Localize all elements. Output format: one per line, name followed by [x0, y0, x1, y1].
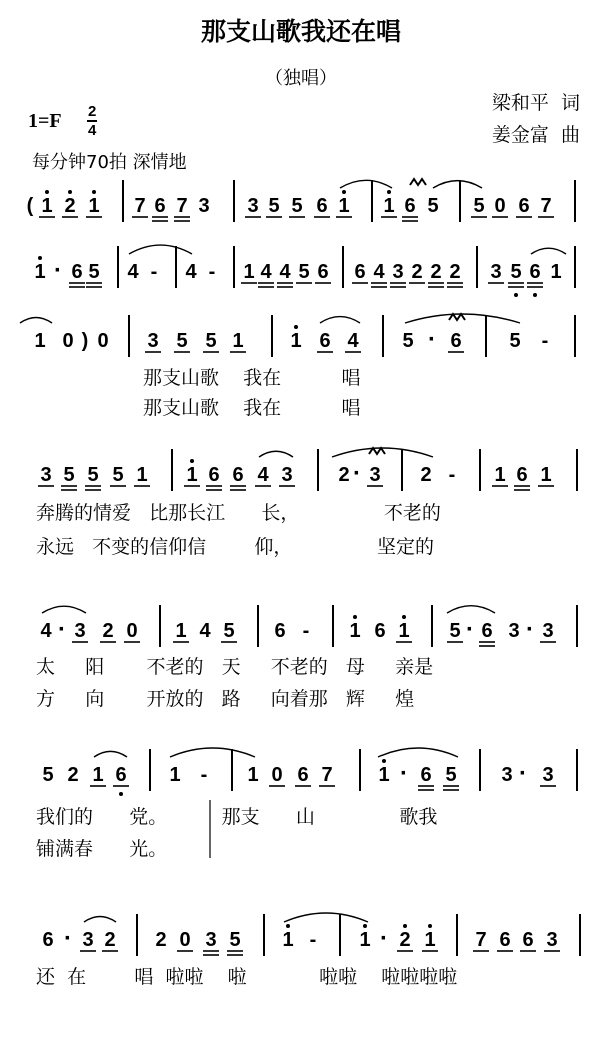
- ornament-mark: [410, 179, 426, 185]
- note-symbol: 1: [494, 464, 506, 486]
- note-symbol: 3: [508, 620, 520, 642]
- note-symbol: 6: [274, 620, 286, 642]
- slur-arc: [20, 317, 52, 323]
- note-symbol: 5: [42, 764, 54, 786]
- note-symbol: 5: [176, 330, 188, 352]
- note-symbol: 5: [88, 261, 100, 283]
- note-symbol: 6: [71, 261, 83, 283]
- performance-type: （独唱）: [265, 68, 337, 89]
- note-symbol: 6: [522, 929, 534, 951]
- slur-arc: [320, 317, 360, 323]
- note-symbol: 1: [41, 195, 53, 217]
- note-symbol: ·: [400, 760, 408, 787]
- note-symbol: 7: [134, 195, 146, 217]
- lyric-line: 那支山歌 我在 唱: [143, 367, 361, 389]
- note-symbol: -: [302, 620, 310, 642]
- note-symbol: 1: [247, 764, 259, 786]
- note-symbol: 0: [126, 620, 138, 642]
- note-symbol: 5: [205, 330, 217, 352]
- note-symbol: 3: [147, 330, 159, 352]
- note-symbol: 1: [338, 195, 350, 217]
- note-symbol: 7: [176, 195, 188, 217]
- note-symbol: 4: [257, 464, 269, 486]
- note-symbol: 7: [321, 764, 333, 786]
- slur-arc: [94, 751, 127, 757]
- note-symbol: ·: [58, 616, 66, 643]
- note-symbol: 1: [232, 330, 244, 352]
- note-symbol: 2: [399, 929, 411, 951]
- note-symbol: 3: [281, 464, 293, 486]
- note-symbol: 6: [154, 195, 166, 217]
- lyric-line: 奔腾的情爱 比那长江 长， 不老的: [36, 502, 441, 524]
- note-symbol: 0: [97, 330, 109, 352]
- octave-dot-above: [387, 190, 391, 194]
- note-symbol: 5: [449, 620, 461, 642]
- octave-dot-above: [68, 190, 72, 194]
- note-symbol: 5: [291, 195, 303, 217]
- note-symbol: 0: [62, 330, 74, 352]
- note-symbol: ·: [380, 925, 388, 952]
- note-symbol: 6: [499, 929, 511, 951]
- ornament-mark: [449, 314, 465, 320]
- note-symbol: 3: [247, 195, 259, 217]
- lyricist-credit: 梁和平 词: [491, 92, 580, 114]
- note-symbol: 1: [383, 195, 395, 217]
- note-symbol: 5: [427, 195, 439, 217]
- note-symbol: -: [200, 764, 208, 786]
- note-symbol: 6: [319, 330, 331, 352]
- note-symbol: 3: [542, 620, 554, 642]
- note-symbol: 5: [268, 195, 280, 217]
- note-symbol: 1: [88, 195, 100, 217]
- slur-arc: [129, 245, 192, 254]
- note-symbol: 5: [402, 330, 414, 352]
- octave-dot-above: [382, 759, 386, 763]
- octave-dot-above: [342, 190, 346, 194]
- note-symbol: 5: [112, 464, 124, 486]
- octave-dot-above: [38, 256, 42, 260]
- note-symbol: 1: [92, 764, 104, 786]
- note-symbol: 1: [540, 464, 552, 486]
- octave-dot-above: [190, 459, 194, 463]
- note-symbol: 2: [104, 929, 116, 951]
- note-symbol: 3: [369, 464, 381, 486]
- note-symbol: 6: [481, 620, 493, 642]
- note-symbol: 6: [317, 261, 329, 283]
- note-symbol: -: [309, 929, 317, 951]
- slur-arc: [447, 606, 495, 613]
- note-symbol: -: [208, 261, 216, 283]
- note-symbol: 1: [282, 929, 294, 951]
- note-symbol: 7: [540, 195, 552, 217]
- slur-arc: [259, 451, 293, 457]
- time-signature-bottom: 4: [88, 122, 97, 139]
- note-symbol: 3: [542, 764, 554, 786]
- note-symbol: ·: [526, 616, 534, 643]
- note-symbol: 6: [529, 261, 541, 283]
- octave-dot-below: [514, 293, 518, 297]
- note-symbol: 2: [430, 261, 442, 283]
- note-symbol: 6: [115, 764, 127, 786]
- slur-arc: [340, 180, 392, 188]
- note-symbol: 6: [354, 261, 366, 283]
- note-symbol: 6: [518, 195, 530, 217]
- note-symbol: 5: [63, 464, 75, 486]
- note-symbol: 5: [473, 195, 485, 217]
- note-symbol: 5: [510, 261, 522, 283]
- lyric-line: 我们的 党。 那支 山 歌我: [36, 806, 438, 828]
- octave-dot-above: [363, 924, 367, 928]
- note-symbol: 5: [509, 330, 521, 352]
- slur-arc: [433, 181, 482, 188]
- note-symbol: 2: [155, 929, 167, 951]
- note-symbol: 6: [450, 330, 462, 352]
- note-symbol: 6: [374, 620, 386, 642]
- note-symbol: 3: [82, 929, 94, 951]
- note-symbol: 1: [136, 464, 148, 486]
- slur-arc: [378, 748, 458, 757]
- note-symbol: 3: [392, 261, 404, 283]
- song-title: 那支山歌我还在唱: [200, 17, 401, 46]
- lyric-line: 铺满春 光。: [36, 838, 168, 860]
- note-symbol: 4: [347, 330, 359, 352]
- note-symbol: 1: [290, 330, 302, 352]
- note-symbol: 0: [494, 195, 506, 217]
- note-symbol: 4: [260, 261, 272, 283]
- note-symbol: 4: [279, 261, 291, 283]
- octave-dot-above: [286, 924, 290, 928]
- note-symbol: 1: [243, 261, 255, 283]
- note-symbol: 2: [64, 195, 76, 217]
- lyric-line: 永远 不变的信仰信 仰， 坚定的: [36, 536, 434, 558]
- tempo-marking: 每分钟70拍 深情地: [32, 152, 187, 173]
- note-symbol: (: [26, 195, 34, 217]
- note-symbol: 4: [127, 261, 139, 283]
- note-symbol: 3: [198, 195, 210, 217]
- note-symbol: 6: [316, 195, 328, 217]
- note-symbol: 2: [420, 464, 432, 486]
- note-symbol: 2: [338, 464, 350, 486]
- note-symbol: 3: [74, 620, 86, 642]
- note-symbol: 2: [411, 261, 423, 283]
- note-symbol: 4: [199, 620, 211, 642]
- note-symbol: 2: [102, 620, 114, 642]
- note-symbol: 5: [229, 929, 241, 951]
- lyric-line: 还 在 唱 啦啦 啦 啦啦 啦啦啦啦: [36, 966, 458, 988]
- octave-dot-below: [119, 792, 123, 796]
- note-symbol: 4: [40, 620, 52, 642]
- note-symbol: 1: [34, 261, 46, 283]
- note-symbol: 3: [501, 764, 513, 786]
- octave-dot-above: [45, 190, 49, 194]
- note-symbol: 6: [232, 464, 244, 486]
- slur-arc: [84, 916, 116, 922]
- octave-dot-above: [428, 924, 432, 928]
- note-symbol: 1: [186, 464, 198, 486]
- octave-dot-below: [533, 293, 537, 297]
- note-symbol: -: [150, 261, 158, 283]
- note-symbol: 5: [298, 261, 310, 283]
- note-symbol: 2: [449, 261, 461, 283]
- note-symbol: 6: [208, 464, 220, 486]
- note-symbol: 1: [359, 929, 371, 951]
- note-symbol: ·: [54, 257, 62, 284]
- note-symbol: 1: [349, 620, 361, 642]
- note-symbol: 6: [420, 764, 432, 786]
- note-symbol: 5: [223, 620, 235, 642]
- note-symbol: 2: [67, 764, 79, 786]
- note-symbol: 1: [34, 330, 46, 352]
- lyric-line: 太 阳 不老的 天 不老的 母 亲是: [36, 656, 434, 678]
- note-symbol: 5: [87, 464, 99, 486]
- note-symbol: 1: [398, 620, 410, 642]
- composer-credit: 姜金富 曲: [491, 124, 580, 146]
- slur-arc: [531, 248, 566, 254]
- note-symbol: 1: [169, 764, 181, 786]
- octave-dot-above: [403, 924, 407, 928]
- note-symbol: 6: [404, 195, 416, 217]
- note-symbol: 6: [42, 929, 54, 951]
- time-signature-top: 2: [88, 103, 97, 120]
- note-symbol: 4: [373, 261, 385, 283]
- octave-dot-above: [402, 615, 406, 619]
- note-symbol: 6: [516, 464, 528, 486]
- slur-arc: [284, 913, 368, 922]
- lyric-line: 那支山歌 我在 唱: [143, 397, 361, 419]
- ornament-mark: [369, 448, 385, 454]
- note-symbol: 0: [271, 764, 283, 786]
- note-symbol: 1: [175, 620, 187, 642]
- note-symbol: 3: [205, 929, 217, 951]
- note-symbol: 1: [550, 261, 562, 283]
- note-symbol: 3: [546, 929, 558, 951]
- note-symbol: 6: [297, 764, 309, 786]
- note-symbol: ·: [64, 925, 72, 952]
- note-symbol: 3: [40, 464, 52, 486]
- slur-arc: [42, 606, 86, 613]
- note-symbol: ·: [466, 616, 474, 643]
- note-symbol: ·: [519, 760, 527, 787]
- note-symbol: -: [448, 464, 456, 486]
- note-symbol: 0: [179, 929, 191, 951]
- octave-dot-above: [353, 615, 357, 619]
- note-symbol: 3: [490, 261, 502, 283]
- note-symbol: ): [81, 330, 89, 352]
- key-signature: 1=F: [28, 110, 62, 132]
- note-symbol: 7: [475, 929, 487, 951]
- note-symbol: 1: [424, 929, 436, 951]
- note-symbol: 1: [378, 764, 390, 786]
- octave-dot-above: [294, 325, 298, 329]
- slur-arc: [170, 748, 255, 757]
- note-symbol: -: [541, 330, 549, 352]
- note-symbol: ·: [428, 326, 436, 353]
- note-symbol: 5: [445, 764, 457, 786]
- octave-dot-above: [92, 190, 96, 194]
- lyric-line: 方 向 开放的 路 向着那 辉 煌: [36, 688, 415, 710]
- note-symbol: ·: [353, 460, 361, 487]
- note-symbol: 4: [185, 261, 197, 283]
